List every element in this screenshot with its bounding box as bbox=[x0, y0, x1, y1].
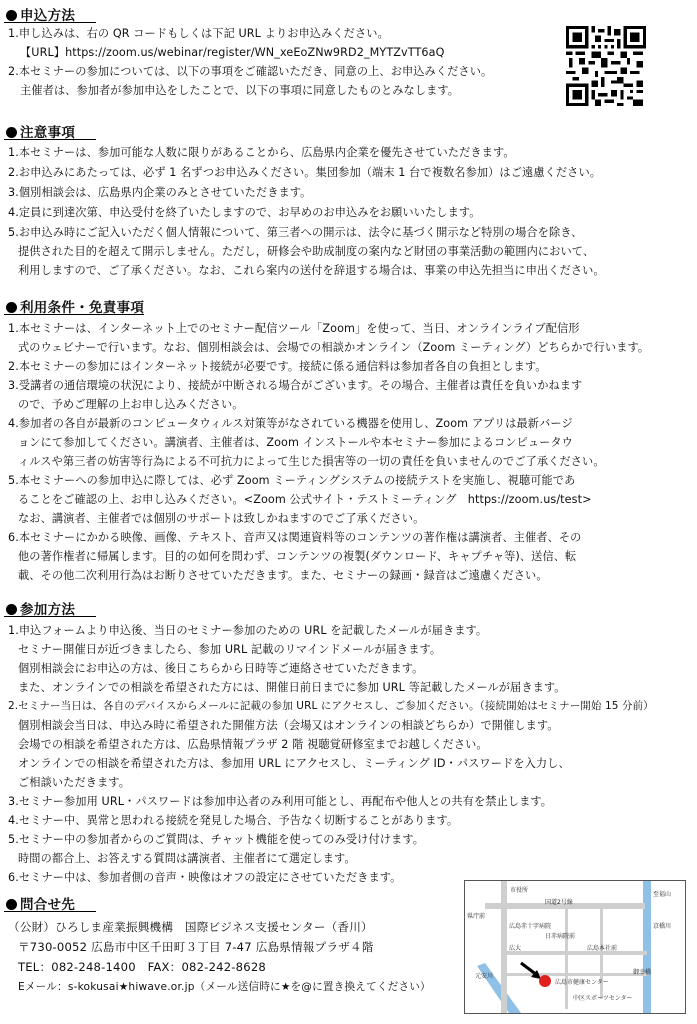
section-underline bbox=[4, 22, 96, 23]
map-label: 県庁前 bbox=[467, 913, 486, 920]
notes-line: 5.お申込み時にご記入いただく個人情報について、第三者への開示は、法令に基づく開示など特別の場合を除き、 bbox=[8, 226, 583, 239]
bullet-icon bbox=[6, 899, 17, 910]
contact-phone-fax: TEL：082-248-1400 FAX：082-242-8628 bbox=[18, 960, 266, 974]
access-map bbox=[464, 880, 686, 1014]
howto-line: セミナー開催日が近づきましたら、参加 URL 記載のリマインドメールが届きます。 bbox=[18, 643, 442, 656]
howto-line: 個別相談会当日は、申込み時に希望された開催方法（会場又はオンラインの相談どちらか）で開催します。 bbox=[18, 719, 559, 732]
terms-line: なお、講演者、主催者では個別のサポートは致しかねますのでご了承ください。 bbox=[18, 512, 425, 525]
map-label: 元安川 bbox=[475, 973, 494, 980]
map-label: 至福山 bbox=[653, 891, 672, 898]
howto-line: 1.申込フォームより申込後、当日のセミナー参加のための URL を記載したメールが届きます。 bbox=[8, 624, 488, 637]
section-title-contact: 問合せ先 bbox=[6, 893, 75, 913]
apply-line: 1.申し込みは、右の QR コードもしくは下記 URL よりお申込みください。 bbox=[8, 27, 389, 40]
howto-line: 会場での相談を希望された方は、広島県情報プラザ 2 階 視聴覚研修室までお越しください。 bbox=[18, 738, 488, 751]
map-label: 京橋川 bbox=[653, 923, 672, 930]
notes-line: 提供された目的を超えて開示しません。ただし，研修会や助成制度の案内など財団の事業活動の範囲内において、 bbox=[18, 245, 595, 258]
contact-organization: （公財）ひろしま産業振興機構 国際ビジネス支援センター（香川） bbox=[8, 920, 373, 934]
terms-line: ィルスや第三者の妨害等行為による不可抗力によって生じた損害等の一切の責任を負いませんのでご了承ください。 bbox=[18, 455, 605, 468]
bullet-icon bbox=[6, 10, 17, 21]
howto-line: 時間の都合上、お答えする質問は講演者、主催者にて選定します。 bbox=[18, 852, 356, 865]
howto-line: 2.セミナー当日は、各自のデバイスからメールに記載の参加 URL にアクセスし、ご参加ください。（接続開始はセミナー開始 15 分前） bbox=[8, 700, 654, 712]
terms-line: ョンにて参加してください。講演者、主催者は、Zoom インストールや本セミナー参加によるコンピュータウ bbox=[18, 436, 573, 449]
map-label: 日赤病院前 bbox=[545, 933, 576, 940]
howto-line: 個別相談会にお申込の方は、後日こちらから日時等ご連絡させていただきます。 bbox=[18, 662, 424, 675]
terms-line: ので、予めご理解の上お申し込みください。 bbox=[18, 398, 244, 411]
terms-line: 3.受講者の通信環境の状況により、接続が中断される場合がございます。その場合、主催者は責任を負いかねます bbox=[8, 379, 583, 392]
howto-line: 5.セミナー中の参加者からのご質問は、チャット機能を使ってのみ受け付けます。 bbox=[8, 833, 424, 846]
terms-line: 6.本セミナーにかかる映像、画像、テキスト、音声又は関連資料等のコンテンツの著作権は講演者、主催者、その bbox=[8, 531, 582, 544]
terms-line: 載、その他二次利用行為はお断りさせていただきます。また、セミナーの録画・録音はご遠慮ください。 bbox=[18, 569, 548, 582]
section-underline bbox=[4, 314, 144, 315]
section-title-terms: 利用条件・免責事項 bbox=[6, 296, 144, 316]
bullet-icon bbox=[6, 604, 17, 615]
map-label: 中区スポーツセンター bbox=[573, 995, 633, 1002]
map-label: 広島市健康センター bbox=[555, 979, 609, 986]
section-underline bbox=[4, 139, 96, 140]
notes-line: 利用しますので、ご了承ください。なお、これら案内の送付を辞退する場合は、事業の申込先担当に申出ください。 bbox=[18, 264, 605, 277]
section-title-notes: 注意事項 bbox=[6, 121, 75, 141]
map-label: 市役所 bbox=[510, 887, 529, 894]
section-title-apply: 申込方法 bbox=[6, 4, 75, 24]
howto-line: ご相談いただきます。 bbox=[18, 776, 130, 789]
notes-line: 2.お申込みにあたっては、必ず 1 名ずつお申込みください。集団参加（端末 1 台で複数名参加）はご遠慮ください。 bbox=[8, 166, 602, 179]
notes-line: 4.定員に到達次第、申込受付を終了いたしますので、お早めのお申込みをお願いいたします。 bbox=[8, 206, 481, 219]
contact-email[interactable]: Eメール：s-kokusai★hiwave.or.jp（メール送信時に★を@に置き換えてください） bbox=[18, 981, 431, 993]
apply-url: 【URL】https://zoom.us/webinar/register/WN_xeEoZNw9RD2_MYTZvTT6aQ bbox=[20, 46, 445, 59]
howto-line: 4.セミナー中、異常と思われる接続を発見した場合、予告なく切断することがあります。 bbox=[8, 814, 459, 827]
map-label: 国道2号線 bbox=[545, 899, 573, 906]
map-label: 広大 bbox=[509, 945, 522, 952]
location-marker-icon bbox=[539, 975, 551, 987]
qr-code-icon[interactable] bbox=[566, 26, 646, 106]
terms-line: 1.本セミナーは、インターネット上でのセミナー配信ツール「Zoom」を使って、当日、オンラインライブ配信形 bbox=[8, 322, 580, 335]
map-label: 広島本社前 bbox=[587, 945, 618, 952]
terms-line: 他の著作権者に帰属します。目的の如何を問わず、コンテンツの複製(ダウンロード、キャプチャ等)、送信、転 bbox=[18, 550, 577, 563]
terms-line: 2.本セミナーの参加にはインターネット接続が必要です。接続に係る通信料は参加者各自の負担とします。 bbox=[8, 360, 547, 373]
map-label: 御幸橋 bbox=[633, 969, 652, 976]
contact-address: 〒730-0052 広島市中区千田町３丁目 7-47 広島県情報プラザ４階 bbox=[18, 940, 374, 954]
bullet-icon bbox=[6, 302, 17, 313]
howto-line: 6.セミナー中は、参加者側の音声・映像はオフの設定にさせていただきます。 bbox=[8, 871, 402, 884]
terms-line: ることをご確認の上、お申し込みください。<Zoom 公式サイト・テストミーティング https://zoom.us/test> bbox=[18, 493, 592, 506]
notes-line: 3.個別相談会は、広島県内企業のみとさせていただきます。 bbox=[8, 186, 312, 199]
terms-line: 5.本セミナーへの参加申込に際しては、必ず Zoom ミーティングシステムの接続テストを実施し、視聴可能であ bbox=[8, 474, 576, 487]
section-underline bbox=[4, 911, 96, 912]
bullet-icon bbox=[6, 127, 17, 138]
howto-line: オンラインでの相談を希望された方は、参加用 URL にアクセスし、ミーティング ID・パスワードを入力し、 bbox=[18, 757, 570, 770]
map-label: 広島赤十字病院 bbox=[509, 923, 552, 930]
howto-line: また、オンラインでの相談を希望された方には、開催日前日までに参加 URL 等記載したメールが届きます。 bbox=[18, 681, 566, 694]
howto-line: 3.セミナー参加用 URL・パスワードは参加申込者のみ利用可能とし、再配布や他人との共有を禁止します。 bbox=[8, 795, 553, 808]
section-title-howto: 参加方法 bbox=[6, 598, 75, 618]
terms-line: 式のウェビナーで行います。なお、個別相談会は、会場での相談かオンライン（Zoom ミーティング）どちらかで行います。 bbox=[18, 341, 650, 354]
apply-line: 主催者は、参加者が参加申込をしたことで、以下の事項に同意したものとみなします。 bbox=[20, 84, 460, 97]
apply-line: 2.本セミナーの参加については、以下の事項をご確認いただき、同意の上、お申込みください。 bbox=[8, 65, 493, 78]
section-underline bbox=[4, 616, 96, 617]
terms-line: 4.参加者の各自が最新のコンピュータウィルス対策等がなされている機器を使用し、Zoom アプリは最新バージ bbox=[8, 417, 573, 430]
notes-line: 1.本セミナーは、参加可能な人数に限りがあることから、広島県内企業を優先させていただきます。 bbox=[8, 146, 515, 159]
